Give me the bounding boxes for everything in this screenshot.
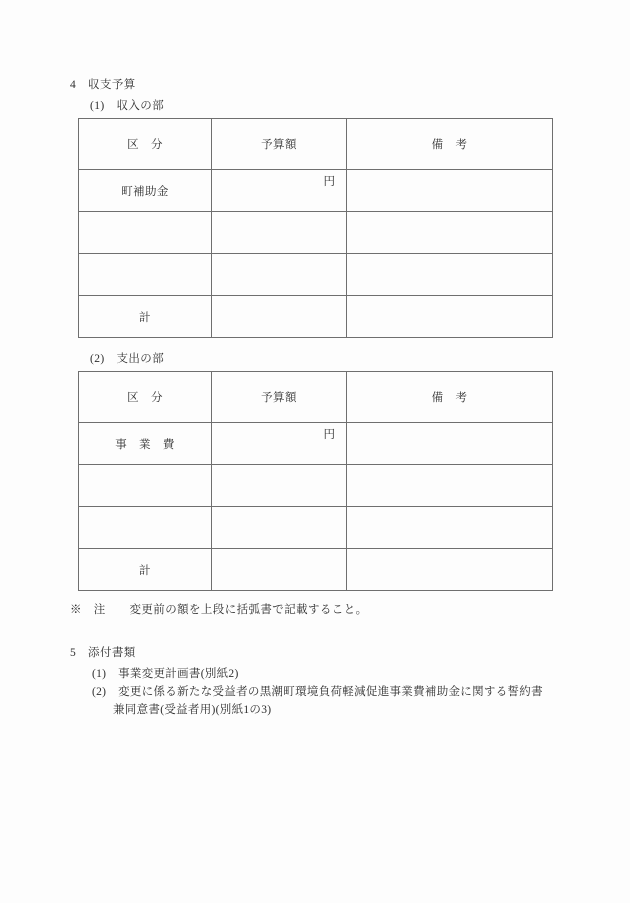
- cell-total-remarks[interactable]: [347, 296, 553, 338]
- table-total-row: [79, 296, 553, 338]
- cell-total-amount[interactable]: [212, 549, 347, 591]
- income-budget-table: [78, 118, 553, 338]
- table-row: [79, 212, 553, 254]
- expense-budget-table: [78, 371, 553, 591]
- cell-total-label: 計: [79, 296, 212, 338]
- cell-remarks[interactable]: [347, 507, 553, 549]
- section-5-heading: 5 添付書類: [70, 647, 136, 659]
- column-header-remarks: 備 考: [347, 372, 553, 423]
- budget-note: ※ 注 変更前の額を上段に括弧書で記載すること。: [70, 604, 368, 616]
- cell-kubun[interactable]: [79, 212, 212, 254]
- table-total-row: [79, 549, 553, 591]
- table-row: [79, 465, 553, 507]
- cell-remarks[interactable]: [347, 170, 553, 212]
- currency-unit-label: 円: [323, 429, 335, 441]
- section-4-heading: 4 収支予算: [70, 79, 136, 91]
- cell-remarks[interactable]: [347, 465, 553, 507]
- table-header-row: [79, 372, 553, 423]
- cell-total-label: 計: [79, 549, 212, 591]
- cell-amount[interactable]: [212, 170, 347, 212]
- cell-kubun[interactable]: [79, 507, 212, 549]
- column-header-kubun: 区 分: [79, 119, 212, 170]
- column-header-amount: 予算額: [212, 372, 347, 423]
- column-header-kubun: 区 分: [79, 372, 212, 423]
- subsection-2-heading: (2) 支出の部: [90, 353, 165, 365]
- cell-total-remarks[interactable]: [347, 549, 553, 591]
- cell-kubun[interactable]: 事 業 費: [79, 423, 212, 465]
- cell-kubun[interactable]: [79, 254, 212, 296]
- table-row: [79, 254, 553, 296]
- cell-amount[interactable]: [212, 254, 347, 296]
- cell-remarks[interactable]: [347, 423, 553, 465]
- cell-amount[interactable]: [212, 507, 347, 549]
- currency-unit-label: 円: [323, 176, 335, 188]
- cell-remarks[interactable]: [347, 254, 553, 296]
- cell-total-amount[interactable]: [212, 296, 347, 338]
- attachment-item-2: (2) 変更に係る新たな受益者の黒潮町環境負荷軽減促進事業費補助金に関する誓約書: [92, 686, 543, 698]
- cell-kubun[interactable]: [79, 465, 212, 507]
- cell-amount[interactable]: [212, 423, 347, 465]
- table-row: [79, 170, 553, 212]
- attachment-item-1: (1) 事業変更計画書(別紙2): [92, 668, 239, 680]
- cell-kubun[interactable]: 町補助金: [79, 170, 212, 212]
- column-header-remarks: 備 考: [347, 119, 553, 170]
- attachment-item-2-continuation: 兼同意書(受益者用)(別紙1の3): [113, 704, 272, 716]
- subsection-1-heading: (1) 収入の部: [90, 100, 165, 112]
- cell-amount[interactable]: [212, 212, 347, 254]
- cell-amount[interactable]: [212, 465, 347, 507]
- table-row: [79, 507, 553, 549]
- table-row: [79, 423, 553, 465]
- cell-remarks[interactable]: [347, 212, 553, 254]
- column-header-amount: 予算額: [212, 119, 347, 170]
- table-header-row: [79, 119, 553, 170]
